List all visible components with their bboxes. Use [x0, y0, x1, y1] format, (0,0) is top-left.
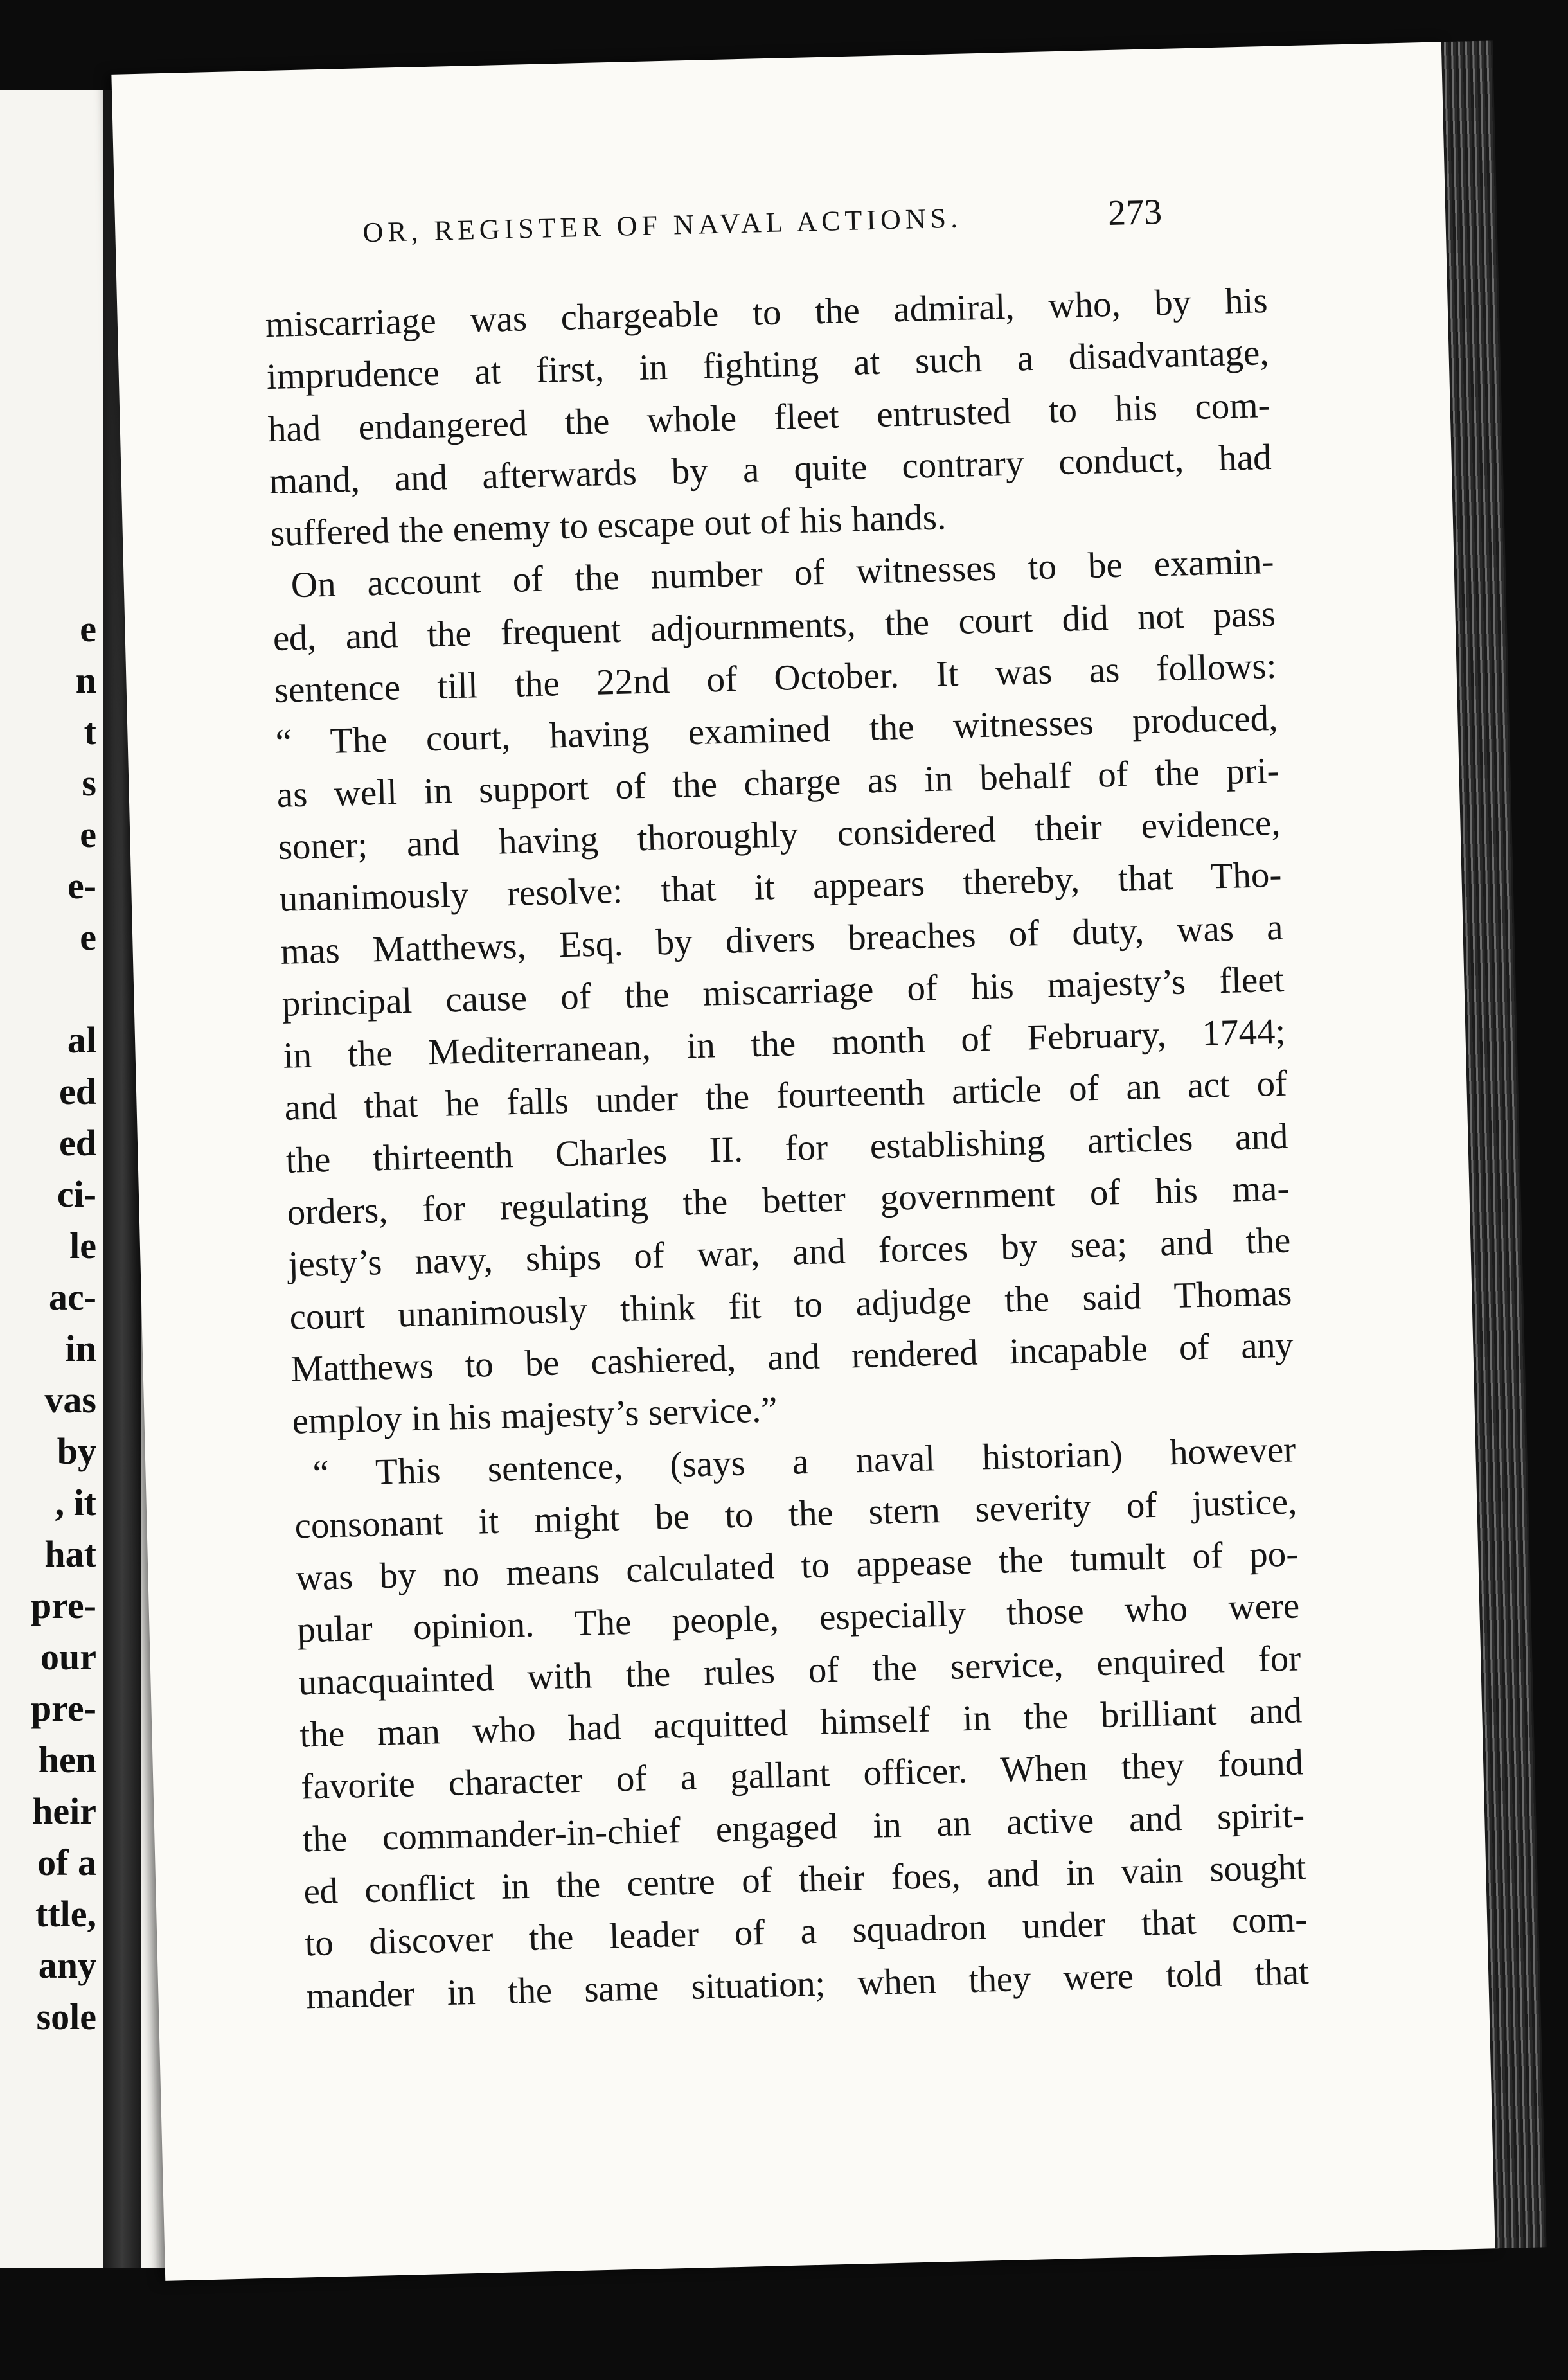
text-line: sentence till the 22nd of October. It was as follows:	[274, 645, 1278, 711]
left-page-line-fragment: le	[69, 1225, 96, 1266]
text-line: On account of the number of witnesses to be examin-	[290, 541, 1275, 606]
page-edges	[1441, 40, 1547, 2248]
left-page-line-fragment: e-	[67, 865, 96, 907]
text-line: unacquainted with the rules of the service, enquired for	[298, 1638, 1301, 1703]
text-line: mas Matthews, Esq. by divers breaches of duty, was a	[280, 907, 1284, 972]
text-line: the man who had acquitted himself in the brilliant and	[299, 1690, 1303, 1755]
left-page-line-fragment: vas	[44, 1379, 96, 1421]
left-page-line-fragment: ed	[59, 1122, 96, 1164]
left-page-line-fragment: heir	[32, 1790, 96, 1832]
text-line: to discover the leader of a squadron under that com-	[304, 1899, 1308, 1964]
left-page-line-fragment: e	[80, 813, 96, 855]
text-line: “ The court, having examined the witnesses produced,	[275, 698, 1279, 763]
text-line: orders, for regulating the better government of his ma-	[286, 1168, 1290, 1233]
left-page-line-fragment: hat	[44, 1533, 96, 1575]
left-page-line-fragment: by	[57, 1430, 96, 1472]
left-page-line-fragment: of a	[37, 1842, 96, 1883]
text-line: was by no means calculated to appease the tumult of po-	[295, 1533, 1299, 1599]
left-page-line-fragment: , it	[55, 1482, 96, 1523]
left-page-line-fragment: sole	[36, 1996, 96, 2038]
text-line: mand, and afterwards by a quite contrary conduct, had	[269, 436, 1272, 502]
text-line: the commander-in-chief engaged in an active and spirit-	[301, 1794, 1305, 1860]
left-page-line-fragment: ed	[59, 1070, 96, 1112]
left-page-line-fragment: s	[82, 762, 96, 804]
running-head: OR, REGISTER OF NAVAL ACTIONS.	[362, 202, 963, 249]
text-line: had endangered the whole fleet entrusted to his com-	[267, 384, 1271, 450]
text-line: principal cause of the miscarriage of his majesty’s fleet	[281, 959, 1285, 1024]
left-page-line-fragment: pre-	[30, 1585, 96, 1626]
text-line: as well in support of the charge as in behalf of the pri-	[276, 750, 1280, 815]
text-line: suffered the enemy to escape out of his hands.	[270, 497, 947, 555]
left-page-line-fragment: any	[38, 1944, 96, 1986]
text-line: ed, and the frequent adjournments, the court did not pass	[272, 593, 1276, 659]
text-line: pular opinion. The people, especially those who were	[296, 1585, 1300, 1651]
text-line: ed conflict in the centre of their foes, and in vain sought	[303, 1847, 1306, 1912]
text-line: mander in the same situation; when they were told that	[305, 1951, 1309, 2016]
left-page-line-fragment: n	[75, 659, 96, 701]
text-line: consonant it might be to the stern severity of justice,	[294, 1481, 1297, 1547]
text-line: unanimously resolve: that it appears thereby, that Tho-	[279, 855, 1283, 920]
left-page-line-fragment: hen	[38, 1739, 96, 1781]
left-page-line-fragment: ci-	[57, 1173, 96, 1215]
left-page-line-fragment: in	[65, 1328, 96, 1369]
left-page-line-fragment: e	[80, 608, 96, 650]
text-line: and that he falls under the fourteenth article of an act of	[283, 1063, 1288, 1129]
text-line: “ This sentence, (says a naval historian) however	[312, 1429, 1296, 1494]
text-line: in the Mediterranean, in the month of February, 1744;	[282, 1011, 1287, 1076]
right-page	[111, 42, 1498, 2281]
text-line: employ in his majesty’s service.”	[291, 1389, 778, 1442]
text-line: imprudence at first, in fighting at such a disadvantage,	[266, 332, 1270, 398]
body-text	[265, 274, 1309, 2022]
text-line: favorite character of a gallant officer. When they found	[300, 1742, 1304, 1807]
page-number: 273	[1107, 191, 1163, 234]
left-page-line-fragment: e	[80, 916, 96, 958]
text-line: miscarriage was chargeable to the admiral, who, by his	[265, 280, 1269, 346]
text-line: Matthews to be cashiered, and rendered incapable of any	[290, 1324, 1294, 1390]
left-page-line-fragment: our	[40, 1636, 96, 1678]
left-page-line-fragment: pre-	[30, 1687, 96, 1729]
text-line: soner; and having thoroughly considered their evidence,	[278, 802, 1281, 867]
left-page-line-fragment: al	[67, 1019, 96, 1061]
left-page-line-fragment: t	[84, 711, 96, 752]
text-line: court unanimously think fit to adjudge the said Thomas	[289, 1272, 1292, 1338]
text-line: jesty’s navy, ships of war, and forces by sea; and the	[287, 1220, 1291, 1286]
left-page-line-fragment: ttle,	[35, 1893, 96, 1935]
left-page-line-fragment: ac-	[48, 1276, 96, 1318]
text-line: the thirteenth Charles II. for establishing articles and	[285, 1115, 1289, 1181]
